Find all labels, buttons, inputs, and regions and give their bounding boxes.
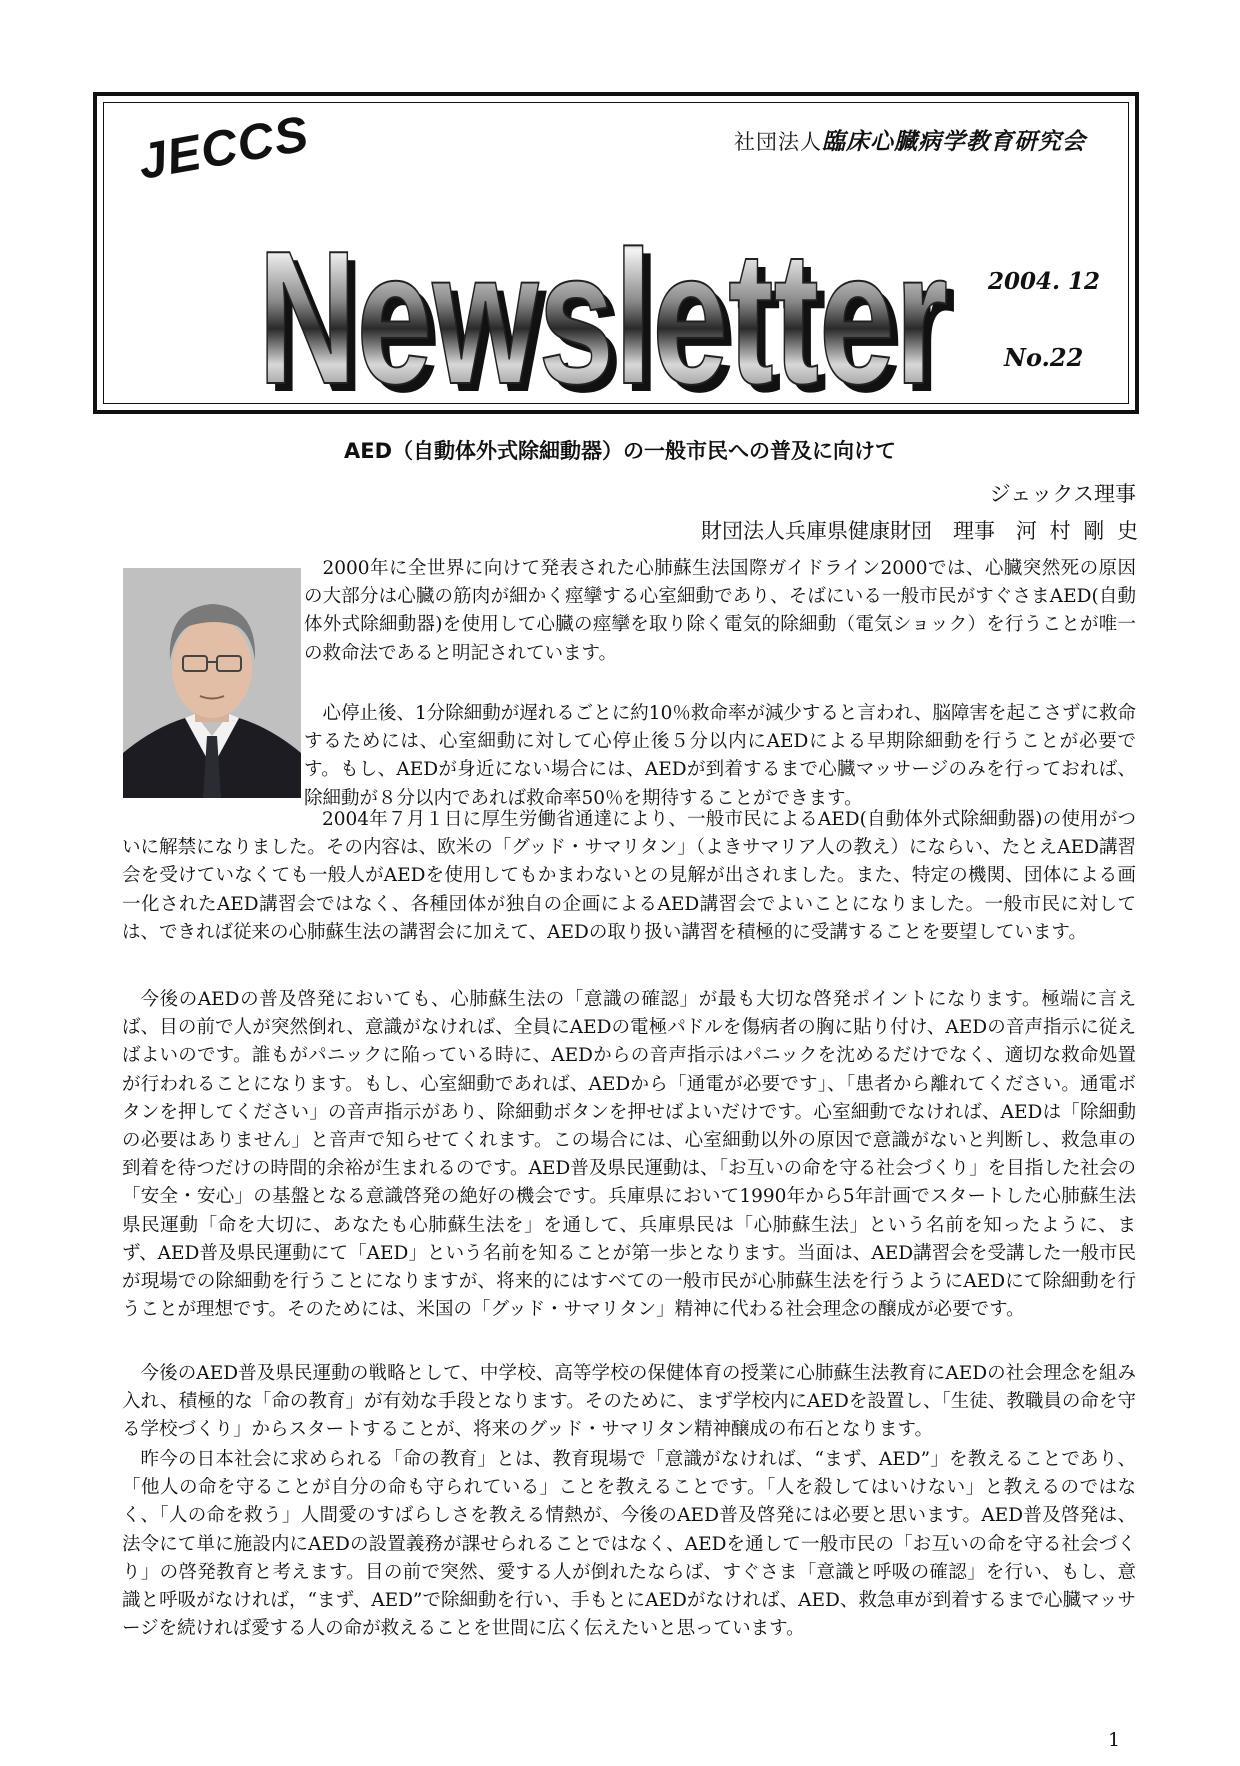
- article-paragraph-text: 2004年７月１日に厚生労働省通達により、一般市民によるAED(自動体外式除細動器)の使用がついに解禁になりました。その内容は、欧米の「グッド・サマリタン」（よきサマリア人の教え）にならい、たとえAED講習会を受けていなくても一般人がAEDを使用してもかまわないとの見解が出されました。また、特定の機関、団体による画一化されたAED講習会ではなく、各種団体が独自の企画によるAED講習会でよいことになりました。一般市民に対しては、できれば従来の心肺蘇生法の講習会に加えて、AEDの取り扱い講習を積極的に受講することを要望しています。: [122, 809, 1136, 943]
- article-paragraph: 2000年に全世界に向けて発表された心肺蘇生法国際ガイドライン2000では、心臓突然死の原因の大部分は心臓の筋肉が細かく痙攣する心室細動であり、そばにいる一般市民がすぐさまAED(自動体外式除細動器)を使用して心臓の痙攣を取り除く電気的除細動（電気ショック）を行うことが唯一の救命法であると明記されています。: [304, 558, 1136, 664]
- masthead-inner-frame: [103, 102, 1129, 413]
- issue-date: 2004. 12: [988, 268, 1101, 295]
- article-paragraph: [122, 806, 1136, 947]
- author-affiliation: 財団法人兵庫県健康財団 理事 河 村 剛 史: [700, 519, 1138, 543]
- article-paragraph: 今後のAEDの普及啓発においても、心肺蘇生法の「意識の確認」が最も大切な啓発ポイントになります。極端に言えば、目の前で人が突然倒れ、意識がなければ、全員にAEDの電極パドルを傷病者の胸に貼り付け、AEDの音声指示に従えばよいのです。誰もがパニックに陥っている時に、AEDからの音声指示はパニックを沈めるだけでなく、適切な救命処置が行われることになります。もし、心室細動であれば、AEDから「通電が必要です」、「患者から離れてください。通電ボタンを押してください」の音声指示があり、除細動ボタンを押せばよいだけです。心室細動でなければ、AEDは「除細動の必要はありません」と音声で知らせてくれます。この場合には、心室細動以外の原因で意識がないと判断し、救急車の到着を待つだけの時間的余裕が生まれるのです。AED普及県民運動は、「お互いの命を守る社会づくり」を目指した社会の「安全・安心」の基盤となる意識啓発の絶好の機会です。兵庫県において1990年から5年計画でスタートした心肺蘇生法県民運動「命を大切に、あなたも心肺蘇生法を」を通して、兵庫県民は「心肺蘇生法」という名前を知ったように、まず、AED普及県民運動にて「AED」という名前を知ることが第一歩となります。当面は、AED講習会を受講した一般市民が現場での除細動を行うことになりますが、将来的にはすべての一般市民が心肺蘇生法を行うようにAEDにて除細動を行うことが理想です。そのためには、米国の「グッド・サマリタン」精神に代わる社会理念の醸成が必要です。: [122, 989, 1136, 1321]
- organization-name: [734, 123, 1086, 156]
- issue-number: No.22: [1004, 343, 1084, 372]
- article-paragraph: 今後のAED普及県民運動の戦略として、中学校、高等学校の保健体育の授業に心肺蘇生法教育にAEDの社会理念を組み入れ、積極的な「命の教育」が有効な手段となります。そのために、まず学校内にAEDを設置し、「生徒、教職員の命を守る学校づくり」からスタートすることが、将来のグッド・サマリタン精神醸成の布石となります。: [122, 1363, 1136, 1441]
- wordmark-text: Newsletter: [258, 213, 948, 413]
- jeccs-logo: JECCS: [134, 105, 313, 191]
- newsletter-masthead: [93, 92, 1139, 414]
- page-number: 1: [1108, 1729, 1121, 1751]
- article-paragraph: 心停止後、1分除細動が遅れるごとに約10％救命率が減少すると言われ、脳障害を起こさずに救命するためには、心室細動に対して心停止後５分以内にAEDによる早期除細動を行うことが必要です。もし、AEDが身近にない場合には、AEDが到着するまで心臓マッサージのみを行っておれば、除細動が８分以内であれば救命率50％を期待することができます。: [304, 703, 1136, 809]
- newsletter-wordmark: [254, 213, 974, 413]
- article-paragraph: 昨今の日本社会に求められる「命の教育」とは、教育現場で「意識がなければ、“まず、AED”」を教えることであり、「他人の命を守ることが自分の命も守られている」ことを教えることです。「人を殺してはいけない」と教えるのではなく、「人の命を救う」人間愛のすばらしさを教える情熱が、今後のAED普及啓発には必要と思います。AED普及啓発は、法令にて単に施設内にAEDの設置義務が課せられることではなく、AEDを通して一般市民の「お互いの命を守る社会づくり」の啓発教育と考えます。目の前で突然、愛する人が倒れたならば、すぐさま「意識と呼吸の確認」を行い、もし、意識と呼吸がなければ，“まず、AED”で除細動を行い、手もとにAEDがなければ、AED、救急車が到着するまで心臓マッサージを続ければ愛する人の命が救えることを世間に広く伝えたいと思っています。: [122, 1449, 1136, 1640]
- article-title: AED（自動体外式除細動器）の一般市民への普及に向けて: [343, 439, 897, 463]
- org-prefix: 社団法人: [734, 130, 822, 154]
- org-name: 臨床心臓病学教育研究会: [822, 129, 1086, 155]
- wordmark-shadow: Newsletter: [266, 220, 956, 413]
- author-role: ジェックス理事: [989, 482, 1136, 506]
- author-portrait: [123, 568, 301, 798]
